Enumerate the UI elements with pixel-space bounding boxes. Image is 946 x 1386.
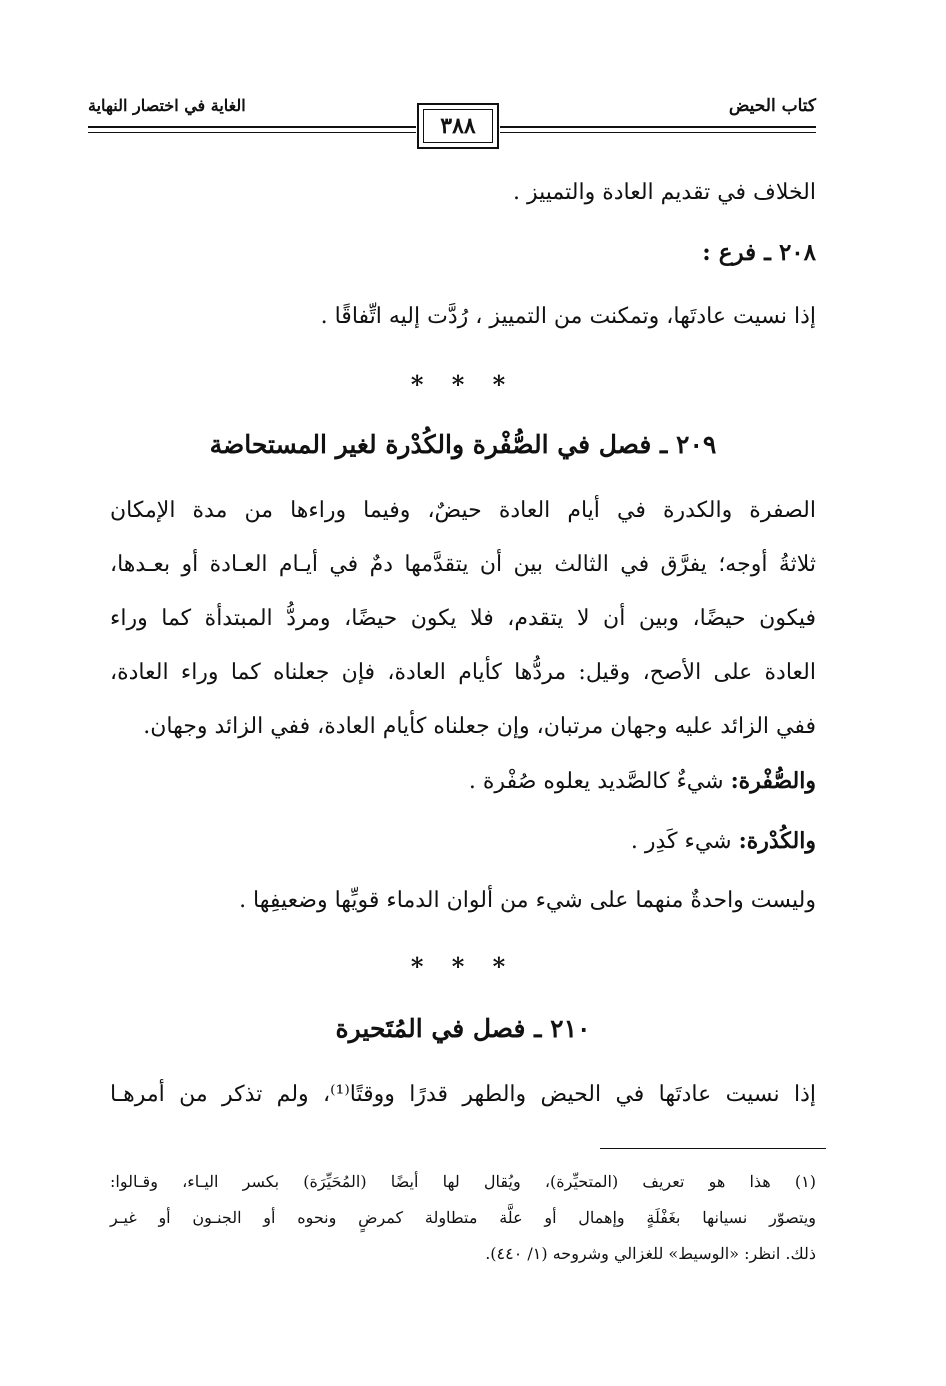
- definition-text: شيء كَدِر .: [630, 829, 739, 854]
- footnote-line: ويتصوّر نسيانها بغَفْلَةٍ وإهمال أو علَّة متطاولة كمرضٍ ونحوه أو الجنـون أو غيـر: [110, 1208, 816, 1227]
- header-rule-left-lower: [88, 132, 416, 133]
- header-rule-right-lower: [500, 132, 816, 133]
- paragraph-line: ففي الزائد عليه وجهان مرتبان، وإن جعلناه كأيام العادة، ففي الزائد وجهان.: [143, 714, 816, 739]
- paragraph-line: فيكون حيضًا، وبين أن لا يتقدم، فلا يكون حيضًا، ومردُّ المبتدأة كما وراء: [110, 606, 816, 631]
- section-heading: ٢٠٩ ـ فصل في الصُّفْرة والكُدْرة لغير المستحاضة: [209, 430, 717, 459]
- page-number-frame: [417, 103, 499, 149]
- chapter-title: كتاب الحيض: [728, 96, 816, 116]
- branch-heading: ٢٠٨ ـ فرع :: [702, 239, 816, 266]
- paragraph-line: إذا نسيت عادتَها في الحيض والطهر قدرًا ووقتًا⁽¹⁾، ولم تذكر من أمرهـا: [110, 1082, 816, 1107]
- section-separator: * * *: [410, 370, 516, 399]
- paragraph-line: ثلاثةُ أوجه؛ يفرَّق في الثالث بين أن يتقدَّمها دمٌ في أيـام العـادة أو بعـدها،: [110, 552, 816, 577]
- book-title: الغاية في اختصار النهاية: [88, 96, 246, 115]
- paragraph-line: الصفرة والكدرة في أيام العادة حيضٌ، وفيما وراءها من مدة الإمكان: [110, 498, 816, 523]
- definition-line: [631, 824, 816, 859]
- footnote-line: (١) هذا هو تعريف (المتحيِّرة)، ويُقال لها أيضًا (المُحَيِّرَة) بكسر اليـاء، وقـالوا:: [110, 1172, 816, 1191]
- footnote-line: ذلك. انظر: «الوسيط» للغزالي وشروحه (١/ ٤٤٠).: [485, 1244, 816, 1263]
- definition-term: والصُّفْرة:: [730, 768, 816, 794]
- definition-text: شيءٌ كالصَّديد يعلوه صُفْرة .: [468, 769, 731, 794]
- text-line: الخلاف في تقديم العادة والتمييز .: [513, 180, 816, 205]
- page-number: ٣٨٨: [423, 109, 493, 143]
- text-line: وليست واحدةٌ منهما على شيء من ألوان الدماء قويِّها وضعيفِها .: [239, 888, 816, 913]
- section-separator: * * *: [410, 952, 516, 981]
- text-line: إذا نسيت عادتَها، وتمكنت من التمييز ، رُدَّت إليه اتِّفاقًا .: [320, 304, 816, 329]
- definition-term: والكُدْرة:: [738, 828, 816, 854]
- section-heading: ٢١٠ ـ فصل في المُتَحيرة: [335, 1014, 591, 1043]
- definition-line: [469, 764, 816, 799]
- header-rule-right: [500, 126, 816, 128]
- header-rule-left: [88, 126, 416, 128]
- footnote-rule: [600, 1148, 826, 1149]
- paragraph-line: العادة على الأصح، وقيل: مردُّها كأيام العادة، فإن جعلناه كما وراء العادة،: [110, 660, 816, 685]
